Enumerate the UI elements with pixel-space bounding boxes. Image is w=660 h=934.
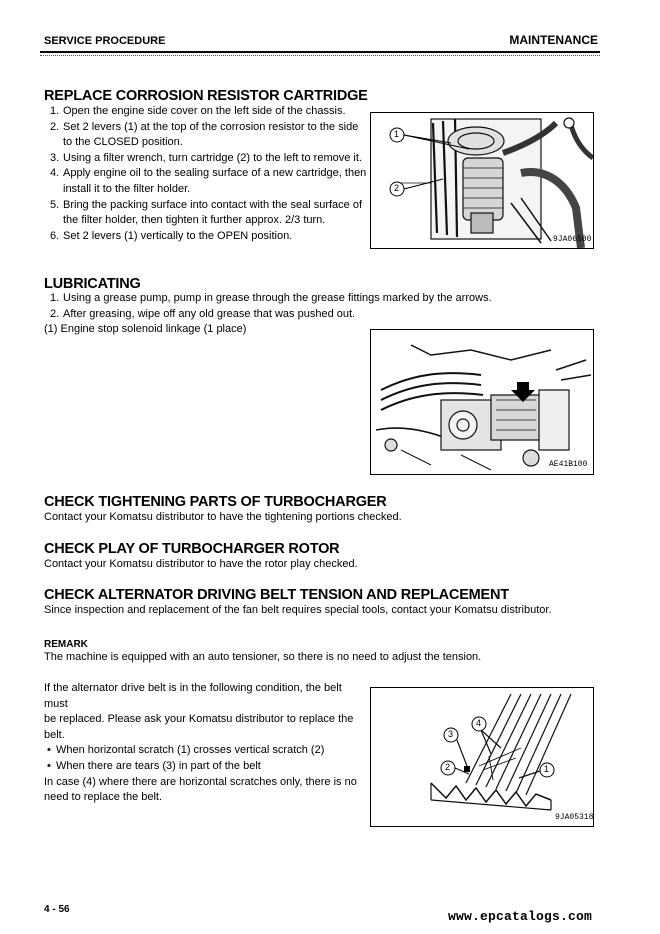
watermark-url[interactable]: www.epcatalogs.com bbox=[448, 909, 593, 924]
list-item: 6. Set 2 levers (1) vertically to the OPEN position. bbox=[50, 229, 293, 242]
header-chapter-label: MAINTENANCE bbox=[509, 33, 598, 47]
list-item: 5. Bring the packing surface into contact with the seal surface of the filter holder, then tighten it further approx. 2/3 turn. bbox=[50, 198, 362, 227]
section-title-alternator-belt: CHECK ALTERNATOR DRIVING BELT TENSION AND REPLACEMENT bbox=[44, 587, 509, 603]
header-rule bbox=[40, 51, 600, 53]
callout-1: 1 bbox=[544, 764, 550, 774]
callout-2: 2 bbox=[445, 762, 451, 772]
list-item: 1. Open the engine side cover on the left side of the chassis. bbox=[50, 105, 346, 117]
list-item: 3. Using a filter wrench, turn cartridge (2) to the left to remove it. bbox=[50, 151, 362, 164]
list-item: • When there are tears (3) in part of the belt bbox=[47, 759, 261, 772]
list-item: 2. Set 2 levers (1) at the top of the corrosion resistor to the side to the CLOSED position. bbox=[50, 120, 359, 149]
callout-3: 3 bbox=[448, 729, 454, 739]
callout-4: 4 bbox=[476, 718, 482, 728]
section-title-turbo-tightening: CHECK TIGHTENING PARTS OF TURBOCHARGER bbox=[44, 494, 387, 510]
section-title-turbo-rotor: CHECK PLAY OF TURBOCHARGER ROTOR bbox=[44, 541, 340, 557]
list-item: 2. After greasing, wipe off any old grease that was pushed out. bbox=[50, 307, 356, 320]
turbo-rotor-text: Contact your Komatsu distributor to have the rotor play checked. bbox=[44, 558, 358, 570]
list-item: 4. Apply engine oil to the sealing surface of a new cartridge, then install it to the filter holder. bbox=[50, 167, 367, 195]
corrosion-resistor-illustration bbox=[371, 113, 593, 248]
turbo-tightening-text: Contact your Komatsu distributor to have the tightening portions checked. bbox=[44, 511, 402, 523]
header-dotted-rule bbox=[40, 55, 600, 56]
lubricating-figure bbox=[370, 329, 594, 475]
figure-code: 9JA05318 bbox=[555, 813, 594, 822]
remark-label: REMARK bbox=[44, 639, 88, 650]
callout-2: 2 bbox=[394, 183, 400, 193]
figure-code: 9JA06500 bbox=[553, 235, 592, 244]
engine-linkage-illustration bbox=[371, 330, 593, 474]
belt-condition-text: If the alternator drive belt is in the following condition, the belt must be replaced. Please ask your Komatsu distributor to replace the belt. • When horizontal scratch (1) crosses vertical scratch (2) • When there are tears (3) in part of the belt In case (4) where there are horizontal scratches only, there is no need to replace the belt. bbox=[44, 681, 366, 806]
belt-illustration bbox=[371, 688, 593, 826]
callout-1: 1 bbox=[394, 129, 400, 139]
corrosion-resistor-figure bbox=[370, 112, 594, 249]
figure-code: AE41B100 bbox=[549, 460, 588, 469]
list-item: 1. Using a grease pump, pump in grease through the grease fittings marked by the arrows. bbox=[50, 292, 492, 304]
header-section-label: SERVICE PROCEDURE bbox=[44, 35, 166, 47]
page-number: 4 - 56 bbox=[44, 904, 70, 915]
section-title-lubricating: LUBRICATING bbox=[44, 276, 141, 292]
belt-figure bbox=[370, 687, 594, 827]
section-title-corrosion: REPLACE CORROSION RESISTOR CARTRIDGE bbox=[44, 88, 368, 104]
corrosion-steps-list bbox=[44, 104, 374, 244]
list-item: • When horizontal scratch (1) crosses vertical scratch (2) bbox=[47, 744, 325, 757]
lubrication-point-item: (1) Engine stop solenoid linkage (1 place) bbox=[44, 323, 247, 335]
lubricating-steps-list bbox=[44, 291, 564, 322]
remark-text: The machine is equipped with an auto tensioner, so there is no need to adjust the tension. bbox=[44, 651, 482, 663]
alternator-belt-text: Since inspection and replacement of the fan belt requires special tools, contact your Komatsu distributor. bbox=[44, 604, 552, 616]
